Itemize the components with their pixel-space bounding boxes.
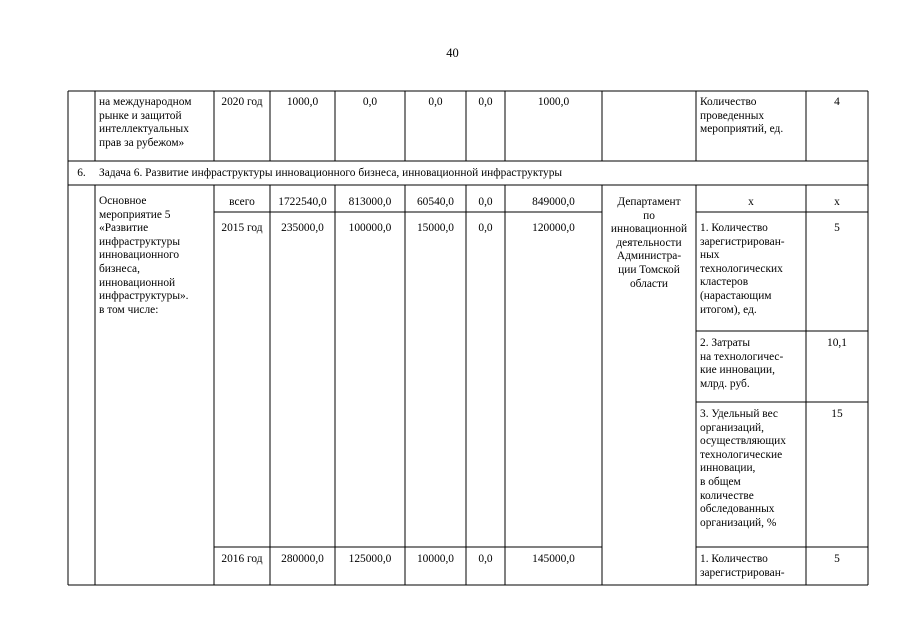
indicator-text: 3. Удельный вес организаций, осуществляющих технологические инновации, в общем количестве обследованных организаций, % [700, 408, 786, 529]
total-cell: 280000,0 [281, 553, 324, 565]
extra-cell: 145000,0 [532, 553, 575, 565]
indicator-value: 5 [834, 222, 840, 234]
local-cell: 0,0 [478, 196, 493, 208]
year-cell: 2015 год [221, 222, 263, 234]
indicator-text: 1. Количество зарегистрирован- [700, 553, 785, 579]
federal-cell: 0,0 [362, 96, 378, 108]
local-cell: 0,0 [478, 96, 493, 108]
indicator-value: 15 [831, 408, 843, 420]
federal-cell: 813000,0 [348, 196, 392, 208]
federal-cell: 125000,0 [348, 553, 392, 565]
regional-cell: 15000,0 [416, 222, 455, 234]
federal-cell: 100000,0 [348, 222, 392, 234]
total-cell: 235000,0 [281, 222, 324, 234]
page-number: 40 [446, 46, 459, 60]
measure-text-continued: на международном рынке и защитой интеллектуальных прав за рубежом» [99, 96, 192, 149]
measure-name: Основное мероприятие 5 «Развитие инфраструктуры инновационного бизнеса, инновационной инфраструктуры». в том числе: [99, 195, 189, 316]
extra-cell: 1000,0 [537, 96, 570, 108]
local-cell: 0,0 [478, 222, 493, 234]
task-title: Задача 6. Развитие инфраструктуры инновационного бизнеса, инновационной инфраструктуры [99, 167, 563, 179]
total-cell: 1000,0 [286, 96, 319, 108]
year-cell: всего [229, 196, 255, 208]
regional-cell: 60540,0 [416, 196, 455, 208]
indicator-value: 5 [834, 553, 840, 565]
indicator-value: 10,1 [827, 337, 847, 349]
indicator-value: 4 [834, 96, 840, 108]
indicator-text: Количество проведенных мероприятий, ед. [700, 96, 784, 136]
indicator-text: 2. Затраты на технологичес- кие инновации, млрд. руб. [700, 337, 784, 390]
x-mark: х [834, 196, 840, 208]
x-mark: х [748, 196, 754, 208]
year-cell: 2016 год [221, 553, 263, 565]
local-cell: 0,0 [478, 553, 493, 565]
task-number: 6. [77, 167, 86, 179]
indicator-text: 1. Количество зарегистрирован- ных технологических кластеров (нарастающим итогом), ед. [700, 222, 785, 316]
regional-cell: 0,0 [428, 96, 443, 108]
regional-cell: 10000,0 [416, 553, 455, 565]
extra-cell: 849000,0 [532, 196, 575, 208]
extra-cell: 120000,0 [532, 222, 575, 234]
total-cell: 1722540,0 [278, 196, 327, 208]
year-cell: 2020 год [221, 96, 263, 108]
executor-text: Департамент по инновационной деятельности Администра- ции Томской области [610, 196, 688, 290]
